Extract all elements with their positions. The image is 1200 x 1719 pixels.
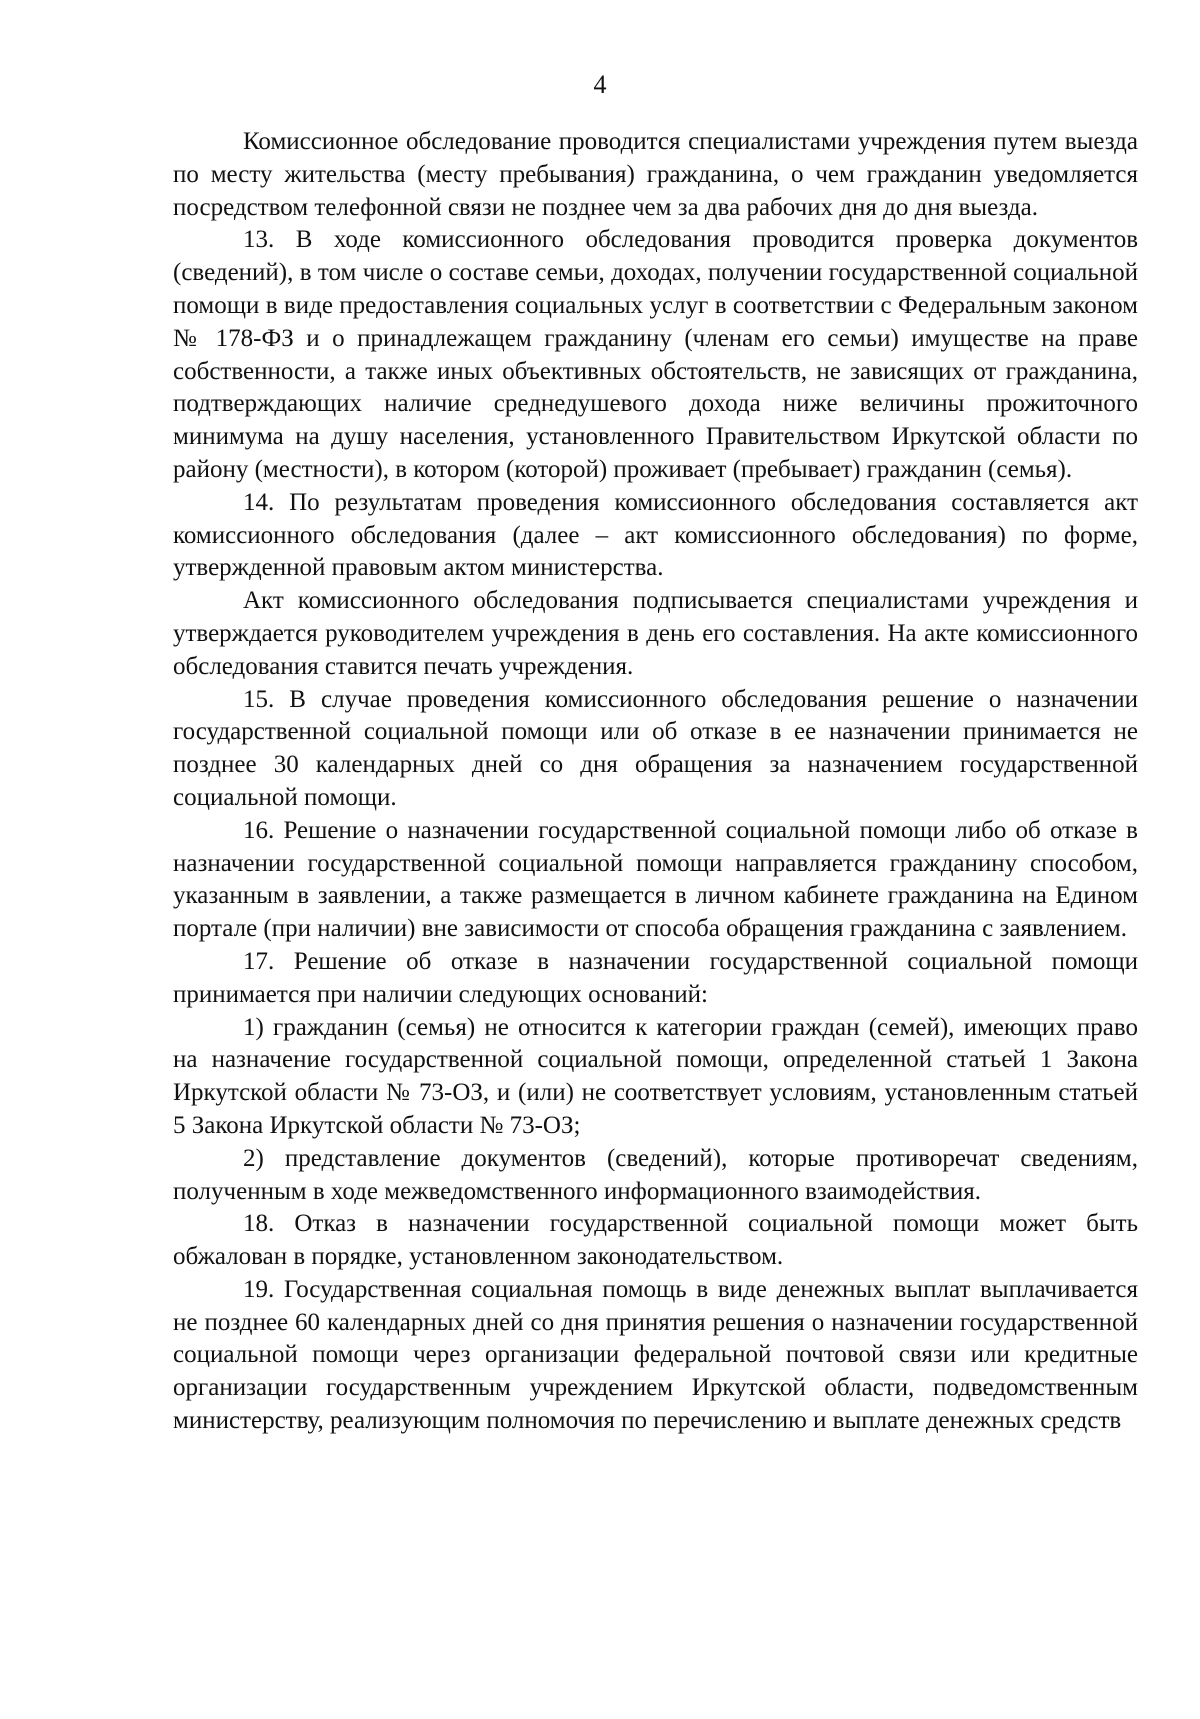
document-body [173,126,1138,1438]
paragraph-13: 13. В ходе комиссионного обследования проводится проверка документов (сведений), в том числе о составе семьи, доходах, получении государственной социальной помощи в виде предоставления социальных услуг в соответствии с Федеральным законом № 178-ФЗ и о принадлежащем гражданину (членам его семьи) имуществе на праве собственности, а также иных объективных обстоятельств, не зависящих от гражданина, подтверждающих наличие среднедушевого дохода ниже величины прожиточного минимума на душу населения, установленного Правительством Иркутской области по району (местности), в котором (которой) проживает (пребывает) гражданин (семья). [173,226,1138,483]
paragraph-14-act: Акт комиссионного обследования подписывается специалистами учреждения и утверждается руководителем учреждения в день его составления. На акте комиссионного обследования ставится печать учреждения. [173,587,1138,680]
paragraph-16: 16. Решение о назначении государственной социальной помощи либо об отказе в назначении государственной социальной помощи направляется гражданину способом, указанным в заявлении, а также размещается в личном кабинете гражданина на Едином портале (при наличии) вне зависимости от способа обращения гражданина с заявлением. [173,816,1138,943]
paragraph-17-item-1: 1) гражданин (семья) не относится к категории граждан (семей), имеющих право на назначение государственной социальной помощи, определенной статьей 1 Закона Иркутской области № 73-ОЗ, и (или) не соответствует условиям, установленным статьей 5 Закона Иркутской области № 73-ОЗ; [173,1013,1138,1139]
page-number: 4 [593,70,607,99]
paragraph-15: 15. В случае проведения комиссионного обследования решение о назначении государственной социальной помощи или об отказе в ее назначении принимается не позднее 30 календарных дней со дня обращения за назначением государственной социальной помощи. [173,685,1138,811]
paragraph-17: 17. Решение об отказе в назначении государственной социальной помощи принимается при наличии следующих оснований: [173,947,1138,1008]
paragraph-17-item-2: 2) представление документов (сведений), которые противоречат сведениям, полученным в ходе межведомственного информационного взаимодействия. [173,1144,1138,1205]
paragraph-18: 18. Отказ в назначении государственной социальной помощи может быть обжалован в порядке, установленном законодательством. [173,1210,1138,1271]
paragraph-14: 14. По результатам проведения комиссионного обследования составляется акт комиссионного обследования (далее – акт комиссионного обследования) по форме, утвержденной правовым актом министерства. [173,488,1138,582]
paragraph-19: 19. Государственная социальная помощь в виде денежных выплат выплачивается не позднее 60 календарных дней со дня принятия решения о назначении государственной социальной помощи через организации федеральной почтовой связи или кредитные организации государственным учреждением Иркутской области, подведомственным министерству, реализующим полномочия по перечислению и выплате денежных средств [173,1275,1138,1435]
paragraph-commission-survey: Комиссионное обследование проводится специалистами учреждения путем выезда по месту жительства (месту пребывания) гражданина, о чем гражданин уведомляется посредством телефонной связи не позднее чем за два рабочих дня до дня выезда. [173,128,1138,221]
